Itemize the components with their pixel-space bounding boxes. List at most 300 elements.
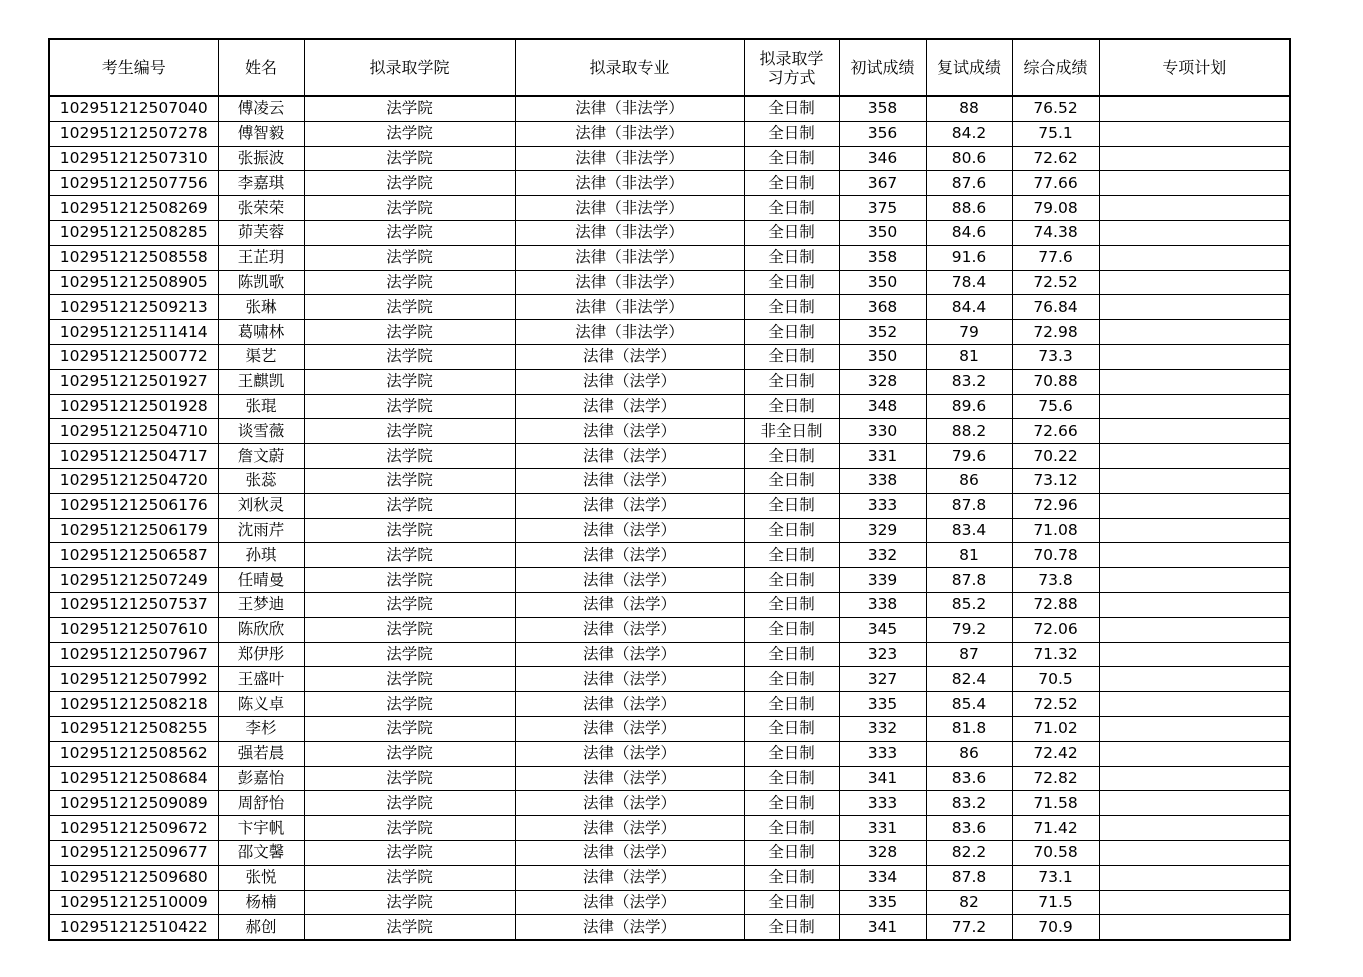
table-row [49,369,1290,394]
cell-special-plan [1099,146,1290,171]
table-row [49,642,1290,667]
cell-retest-score: 87 [926,642,1012,667]
cell-retest-score: 84.2 [926,121,1012,146]
cell-total-score: 71.32 [1012,642,1099,667]
cell-study-mode: 全日制 [744,245,839,270]
cell-special-plan [1099,716,1290,741]
cell-special-plan [1099,320,1290,345]
cell-candidate-id: 102951212507537 [49,592,218,617]
cell-initial-score: 375 [839,196,926,221]
cell-major: 法律（法学） [515,344,744,369]
cell-major: 法律（非法学） [515,295,744,320]
cell-study-mode: 全日制 [744,568,839,593]
cell-candidate-id: 102951212509680 [49,865,218,890]
cell-total-score: 71.42 [1012,816,1099,841]
cell-total-score: 75.1 [1012,121,1099,146]
cell-name: 邵文馨 [218,840,304,865]
cell-candidate-id: 102951212509677 [49,840,218,865]
cell-major: 法律（非法学） [515,96,744,121]
cell-college: 法学院 [304,419,515,444]
cell-special-plan [1099,865,1290,890]
cell-initial-score: 341 [839,766,926,791]
cell-name: 沈雨芹 [218,518,304,543]
table-row [49,890,1290,915]
cell-initial-score: 333 [839,791,926,816]
cell-candidate-id: 102951212508684 [49,766,218,791]
cell-retest-score: 84.6 [926,220,1012,245]
cell-college: 法学院 [304,96,515,121]
cell-study-mode: 全日制 [744,766,839,791]
cell-name: 张振波 [218,146,304,171]
cell-retest-score: 84.4 [926,295,1012,320]
header-retest-score: 复试成绩 [926,39,1012,96]
cell-candidate-id: 102951212507967 [49,642,218,667]
table-row [49,419,1290,444]
table-row [49,716,1290,741]
cell-college: 法学院 [304,568,515,593]
cell-initial-score: 345 [839,617,926,642]
cell-special-plan [1099,468,1290,493]
cell-initial-score: 323 [839,642,926,667]
cell-major: 法律（法学） [515,543,744,568]
cell-retest-score: 83.4 [926,518,1012,543]
cell-study-mode: 全日制 [744,196,839,221]
cell-major: 法律（法学） [515,444,744,469]
cell-retest-score: 85.2 [926,592,1012,617]
cell-study-mode: 全日制 [744,171,839,196]
header-study-mode-line2: 习方式 [767,67,816,87]
table-row [49,468,1290,493]
table-row [49,741,1290,766]
cell-name: 王芷玥 [218,245,304,270]
cell-candidate-id: 102951212509089 [49,791,218,816]
table-row [49,692,1290,717]
cell-special-plan [1099,493,1290,518]
cell-college: 法学院 [304,196,515,221]
cell-college: 法学院 [304,766,515,791]
cell-candidate-id: 102951212510009 [49,890,218,915]
cell-study-mode: 全日制 [744,220,839,245]
cell-total-score: 73.3 [1012,344,1099,369]
cell-retest-score: 87.8 [926,493,1012,518]
cell-initial-score: 350 [839,220,926,245]
cell-major: 法律（法学） [515,667,744,692]
cell-college: 法学院 [304,369,515,394]
cell-initial-score: 350 [839,270,926,295]
header-candidate-id: 考生编号 [49,39,218,96]
table-row [49,493,1290,518]
cell-name: 卞宇帆 [218,816,304,841]
table-row [49,295,1290,320]
cell-candidate-id: 102951212510422 [49,915,218,940]
cell-initial-score: 334 [839,865,926,890]
cell-special-plan [1099,295,1290,320]
cell-initial-score: 352 [839,320,926,345]
cell-study-mode: 全日制 [744,816,839,841]
cell-candidate-id: 102951212504710 [49,419,218,444]
table-row [49,592,1290,617]
cell-retest-score: 82.4 [926,667,1012,692]
cell-total-score: 71.08 [1012,518,1099,543]
cell-initial-score: 367 [839,171,926,196]
cell-study-mode: 全日制 [744,518,839,543]
cell-name: 詹文蔚 [218,444,304,469]
cell-name: 刘秋灵 [218,493,304,518]
admission-table [48,38,1291,941]
cell-major: 法律（法学） [515,791,744,816]
cell-name: 傅凌云 [218,96,304,121]
table-row [49,518,1290,543]
table-row [49,320,1290,345]
cell-special-plan [1099,196,1290,221]
table-row [49,171,1290,196]
cell-name: 李杉 [218,716,304,741]
cell-candidate-id: 102951212501927 [49,369,218,394]
cell-name: 茆芙蓉 [218,220,304,245]
cell-name: 陈凯歌 [218,270,304,295]
cell-major: 法律（法学） [515,617,744,642]
table-row [49,915,1290,940]
cell-special-plan [1099,344,1290,369]
cell-college: 法学院 [304,146,515,171]
cell-candidate-id: 102951212506179 [49,518,218,543]
cell-name: 任晴曼 [218,568,304,593]
table-row [49,344,1290,369]
cell-college: 法学院 [304,617,515,642]
cell-retest-score: 86 [926,741,1012,766]
cell-study-mode: 全日制 [744,716,839,741]
cell-special-plan [1099,444,1290,469]
cell-college: 法学院 [304,245,515,270]
cell-total-score: 71.02 [1012,716,1099,741]
cell-study-mode: 全日制 [744,295,839,320]
cell-study-mode: 全日制 [744,890,839,915]
cell-initial-score: 358 [839,96,926,121]
cell-initial-score: 333 [839,741,926,766]
cell-total-score: 76.52 [1012,96,1099,121]
cell-candidate-id: 102951212508255 [49,716,218,741]
cell-candidate-id: 102951212509213 [49,295,218,320]
header-college: 拟录取学院 [304,39,515,96]
cell-name: 郝创 [218,915,304,940]
cell-candidate-id: 102951212507310 [49,146,218,171]
cell-initial-score: 368 [839,295,926,320]
cell-major: 法律（法学） [515,592,744,617]
cell-retest-score: 81.8 [926,716,1012,741]
cell-candidate-id: 102951212508905 [49,270,218,295]
cell-initial-score: 327 [839,667,926,692]
cell-major: 法律（非法学） [515,220,744,245]
cell-major: 法律（法学） [515,493,744,518]
cell-study-mode: 全日制 [744,692,839,717]
cell-retest-score: 82.2 [926,840,1012,865]
cell-retest-score: 85.4 [926,692,1012,717]
cell-total-score: 70.58 [1012,840,1099,865]
cell-study-mode: 全日制 [744,592,839,617]
table-row [49,196,1290,221]
cell-special-plan [1099,915,1290,940]
cell-total-score: 70.9 [1012,915,1099,940]
cell-initial-score: 350 [839,344,926,369]
cell-college: 法学院 [304,270,515,295]
cell-college: 法学院 [304,468,515,493]
cell-name: 郑伊彤 [218,642,304,667]
cell-name: 张悦 [218,865,304,890]
cell-major: 法律（法学） [515,419,744,444]
cell-name: 张荣荣 [218,196,304,221]
cell-initial-score: 346 [839,146,926,171]
table-row [49,146,1290,171]
cell-special-plan [1099,840,1290,865]
cell-retest-score: 89.6 [926,394,1012,419]
cell-total-score: 74.38 [1012,220,1099,245]
cell-special-plan [1099,692,1290,717]
cell-name: 王盛叶 [218,667,304,692]
cell-initial-score: 331 [839,444,926,469]
cell-retest-score: 86 [926,468,1012,493]
table-row [49,444,1290,469]
cell-name: 周舒怡 [218,791,304,816]
cell-study-mode: 全日制 [744,493,839,518]
cell-initial-score: 328 [839,369,926,394]
cell-college: 法学院 [304,791,515,816]
cell-candidate-id: 102951212500772 [49,344,218,369]
cell-name: 葛啸林 [218,320,304,345]
table-row [49,865,1290,890]
cell-study-mode: 全日制 [744,468,839,493]
cell-retest-score: 82 [926,890,1012,915]
table-row [49,270,1290,295]
cell-college: 法学院 [304,890,515,915]
table-row [49,766,1290,791]
cell-college: 法学院 [304,840,515,865]
cell-major: 法律（非法学） [515,121,744,146]
header-name: 姓名 [218,39,304,96]
cell-initial-score: 331 [839,816,926,841]
cell-major: 法律（法学） [515,568,744,593]
cell-college: 法学院 [304,816,515,841]
cell-name: 彭嘉怡 [218,766,304,791]
cell-special-plan [1099,791,1290,816]
cell-total-score: 70.78 [1012,543,1099,568]
cell-special-plan [1099,766,1290,791]
cell-special-plan [1099,220,1290,245]
cell-college: 法学院 [304,915,515,940]
cell-study-mode: 全日制 [744,840,839,865]
cell-initial-score: 333 [839,493,926,518]
cell-major: 法律（法学） [515,468,744,493]
header-major: 拟录取专业 [515,39,744,96]
cell-name: 张琨 [218,394,304,419]
cell-retest-score: 83.2 [926,369,1012,394]
cell-candidate-id: 102951212508558 [49,245,218,270]
cell-name: 王梦迪 [218,592,304,617]
cell-major: 法律（法学） [515,840,744,865]
cell-major: 法律（非法学） [515,320,744,345]
cell-college: 法学院 [304,642,515,667]
cell-retest-score: 91.6 [926,245,1012,270]
cell-major: 法律（法学） [515,394,744,419]
table-row [49,667,1290,692]
cell-major: 法律（法学） [515,766,744,791]
cell-college: 法学院 [304,121,515,146]
cell-special-plan [1099,245,1290,270]
cell-major: 法律（非法学） [515,171,744,196]
cell-retest-score: 79 [926,320,1012,345]
cell-special-plan [1099,667,1290,692]
cell-initial-score: 332 [839,716,926,741]
cell-college: 法学院 [304,692,515,717]
cell-name: 谈雪薇 [218,419,304,444]
cell-candidate-id: 102951212501928 [49,394,218,419]
cell-initial-score: 335 [839,692,926,717]
cell-special-plan [1099,171,1290,196]
cell-total-score: 72.06 [1012,617,1099,642]
table-row [49,791,1290,816]
cell-total-score: 75.6 [1012,394,1099,419]
cell-name: 张蕊 [218,468,304,493]
cell-total-score: 70.22 [1012,444,1099,469]
cell-total-score: 72.62 [1012,146,1099,171]
cell-candidate-id: 102951212508218 [49,692,218,717]
cell-total-score: 71.58 [1012,791,1099,816]
cell-special-plan [1099,543,1290,568]
cell-retest-score: 81 [926,344,1012,369]
cell-college: 法学院 [304,518,515,543]
cell-name: 张琳 [218,295,304,320]
header-study-mode [744,39,839,96]
cell-major: 法律（法学） [515,369,744,394]
cell-retest-score: 79.6 [926,444,1012,469]
cell-candidate-id: 102951212509672 [49,816,218,841]
cell-study-mode: 全日制 [744,667,839,692]
cell-initial-score: 332 [839,543,926,568]
cell-college: 法学院 [304,295,515,320]
cell-college: 法学院 [304,543,515,568]
cell-special-plan [1099,592,1290,617]
cell-total-score: 72.88 [1012,592,1099,617]
cell-study-mode: 全日制 [744,121,839,146]
cell-name: 陈欣欣 [218,617,304,642]
cell-study-mode: 全日制 [744,146,839,171]
cell-total-score: 73.12 [1012,468,1099,493]
cell-retest-score: 87.6 [926,171,1012,196]
cell-total-score: 70.5 [1012,667,1099,692]
cell-retest-score: 80.6 [926,146,1012,171]
cell-college: 法学院 [304,320,515,345]
cell-candidate-id: 102951212504717 [49,444,218,469]
cell-total-score: 70.88 [1012,369,1099,394]
cell-name: 李嘉琪 [218,171,304,196]
cell-study-mode: 全日制 [744,344,839,369]
header-row [49,39,1290,96]
table-row [49,220,1290,245]
cell-retest-score: 81 [926,543,1012,568]
cell-major: 法律（法学） [515,692,744,717]
cell-major: 法律（非法学） [515,245,744,270]
cell-total-score: 72.52 [1012,270,1099,295]
cell-major: 法律（非法学） [515,146,744,171]
cell-study-mode: 全日制 [744,96,839,121]
cell-college: 法学院 [304,394,515,419]
cell-name: 杨楠 [218,890,304,915]
cell-retest-score: 83.2 [926,791,1012,816]
cell-total-score: 77.66 [1012,171,1099,196]
cell-name: 强若晨 [218,741,304,766]
cell-study-mode: 全日制 [744,642,839,667]
table-row [49,617,1290,642]
cell-study-mode: 全日制 [744,915,839,940]
cell-candidate-id: 102951212508269 [49,196,218,221]
cell-study-mode: 全日制 [744,320,839,345]
cell-initial-score: 335 [839,890,926,915]
table-row [49,568,1290,593]
cell-special-plan [1099,96,1290,121]
cell-retest-score: 87.8 [926,568,1012,593]
cell-candidate-id: 102951212507992 [49,667,218,692]
cell-special-plan [1099,121,1290,146]
table-row [49,816,1290,841]
cell-college: 法学院 [304,592,515,617]
cell-initial-score: 339 [839,568,926,593]
cell-study-mode: 全日制 [744,791,839,816]
cell-special-plan [1099,642,1290,667]
cell-major: 法律（法学） [515,865,744,890]
cell-candidate-id: 102951212506176 [49,493,218,518]
cell-college: 法学院 [304,865,515,890]
table-row [49,394,1290,419]
cell-special-plan [1099,617,1290,642]
table-row [49,121,1290,146]
cell-major: 法律（法学） [515,816,744,841]
cell-candidate-id: 102951212507040 [49,96,218,121]
cell-study-mode: 全日制 [744,617,839,642]
cell-study-mode: 全日制 [744,369,839,394]
cell-college: 法学院 [304,716,515,741]
cell-initial-score: 341 [839,915,926,940]
cell-special-plan [1099,419,1290,444]
cell-initial-score: 330 [839,419,926,444]
cell-special-plan [1099,518,1290,543]
cell-candidate-id: 102951212504720 [49,468,218,493]
cell-college: 法学院 [304,444,515,469]
cell-total-score: 72.42 [1012,741,1099,766]
cell-major: 法律（法学） [515,915,744,940]
cell-name: 陈义卓 [218,692,304,717]
cell-study-mode: 全日制 [744,270,839,295]
cell-name: 孙琪 [218,543,304,568]
cell-study-mode: 全日制 [744,865,839,890]
cell-initial-score: 338 [839,592,926,617]
cell-study-mode: 全日制 [744,741,839,766]
cell-college: 法学院 [304,667,515,692]
cell-major: 法律（非法学） [515,270,744,295]
cell-initial-score: 329 [839,518,926,543]
cell-major: 法律（法学） [515,890,744,915]
cell-total-score: 76.84 [1012,295,1099,320]
cell-college: 法学院 [304,220,515,245]
cell-special-plan [1099,394,1290,419]
cell-retest-score: 88.2 [926,419,1012,444]
cell-candidate-id: 102951212507249 [49,568,218,593]
cell-candidate-id: 102951212506587 [49,543,218,568]
cell-name: 王麒凯 [218,369,304,394]
cell-name: 渠艺 [218,344,304,369]
cell-major: 法律（法学） [515,518,744,543]
cell-total-score: 79.08 [1012,196,1099,221]
cell-total-score: 72.98 [1012,320,1099,345]
cell-candidate-id: 102951212508562 [49,741,218,766]
